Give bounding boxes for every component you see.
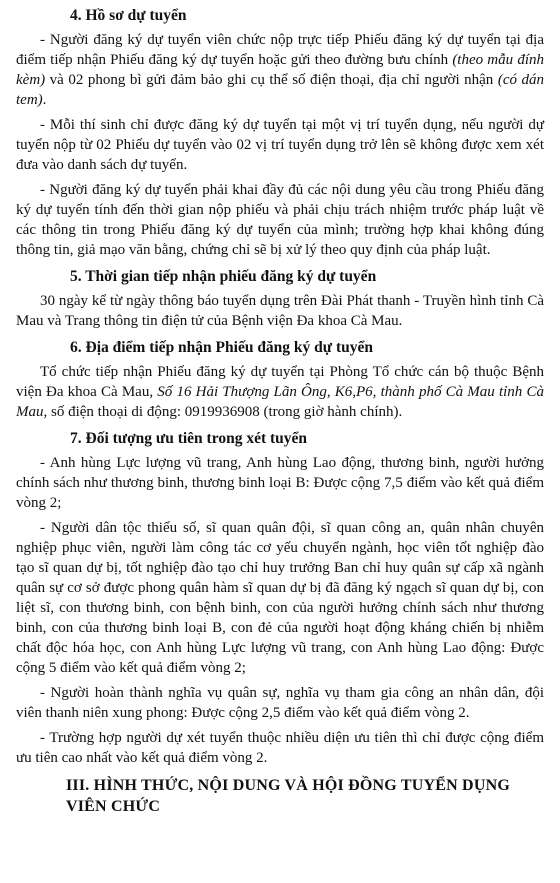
section-7-paragraph-1: - Anh hùng Lực lượng vũ trang, Anh hùng Lao động, thương binh, người hưởng chính sách như thương binh, thương binh loại B: Được cộng 7,5 điểm vào kết quả điểm vòng 2; <box>16 455 544 511</box>
section-5-paragraph-1: 30 ngày kể từ ngày thông báo tuyển dụng trên Đài Phát thanh - Truyền hình tỉnh Cà Mau và Trang thông tin điện tử của Bệnh viện Đa khoa Cà Mau. <box>16 293 544 329</box>
section-7-heading: 7. Đối tượng ưu tiên trong xét tuyển <box>70 430 308 447</box>
section-7-paragraph-2: - Người dân tộc thiểu số, sĩ quan quân đội, sĩ quan công an, quân nhân chuyên nghiệp phục viên, người làm công tác cơ yếu chuyển ngành, học viên tốt nghiệp đào tạo sĩ quan dự bị, tốt nghiệp đào tạo chỉ huy trưởng Ban chỉ huy quân sự cấp xã ngành quân sự cơ sở được phong quân hàm sĩ quan dự bị đã đăng ký ngạch sĩ quan dự bị, con liệt sĩ, con thương binh, con bệnh binh, con của người hưởng chính sách như thương binh, con của thương binh loại B, con đẻ của người hoạt động kháng chiến bị nhiễm chất độc hóa học, con Anh hùng Lực lượng vũ trang, con Anh hùng Lao động: Được cộng 5 điểm vào kết quả điểm vòng 2; <box>16 520 544 676</box>
section-4-heading: 4. Hồ sơ dự tuyển <box>70 7 187 24</box>
section-7-paragraph-4: - Trường hợp người dự xét tuyển thuộc nhiều diện ưu tiên thì chỉ được cộng điểm ưu tiên cao nhất vào kết quả điểm vòng 2. <box>16 730 544 766</box>
section-4-paragraph-1: - Người đăng ký dự tuyển viên chức nộp trực tiếp Phiếu đăng ký dự tuyển tại địa điểm tiếp nhận Phiếu đăng ký dự tuyển hoặc gửi theo đường bưu chính (theo mẫu đính kèm) và 02 phong bì gửi đảm bảo ghi cụ thể số điện thoại, địa chỉ người nhận (có dán tem). <box>16 32 545 108</box>
section-iii-heading: III. HÌNH THỨC, NỘI DUNG VÀ HỘI ĐỒNG TUYỂN DỤNG VIÊN CHỨC <box>66 777 510 815</box>
section-5-heading: 5. Thời gian tiếp nhận phiếu đăng ký dự tuyển <box>70 268 377 285</box>
section-4-paragraph-2: - Mỗi thí sinh chỉ được đăng ký dự tuyển tại một vị trí tuyển dụng, nếu người dự tuyển nộp từ 02 Phiếu dự tuyển vào 02 vị trí tuyển dụng trở lên sẽ không được xem xét đưa vào danh sách dự tuyển. <box>16 117 544 173</box>
section-6-heading: 6. Địa điểm tiếp nhận Phiếu đăng ký dự tuyển <box>70 339 374 356</box>
section-6-paragraph-1: Tổ chức tiếp nhận Phiếu đăng ký dự tuyển tại Phòng Tổ chức cán bộ thuộc Bệnh viện Đa khoa Cà Mau, Số 16 Hải Thượng Lãn Ông, K6,P6, thành phố Cà Mau tỉnh Cà Mau, số điện thoại di động: 0919936908 (trong giờ hành chính). <box>16 364 544 420</box>
section-7-paragraph-3: - Người hoàn thành nghĩa vụ quân sự, nghĩa vụ tham gia công an nhân dân, đội viên thanh niên xung phong: Được cộng 2,5 điểm vào kết quả điểm vòng 2. <box>16 685 544 721</box>
section-4-paragraph-3: - Người đăng ký dự tuyển phải khai đầy đủ các nội dung yêu cầu trong Phiếu đăng ký dự tuyển tính đến thời gian nộp phiếu và phải chịu trách nhiệm trước pháp luật về các thông tin trong Phiếu đăng ký dự tuyển của mình; trường hợp khai không đúng thông tin, giả mạo văn bằng, chứng chỉ sẽ bị xử lý theo quy định của pháp luật. <box>16 182 544 258</box>
